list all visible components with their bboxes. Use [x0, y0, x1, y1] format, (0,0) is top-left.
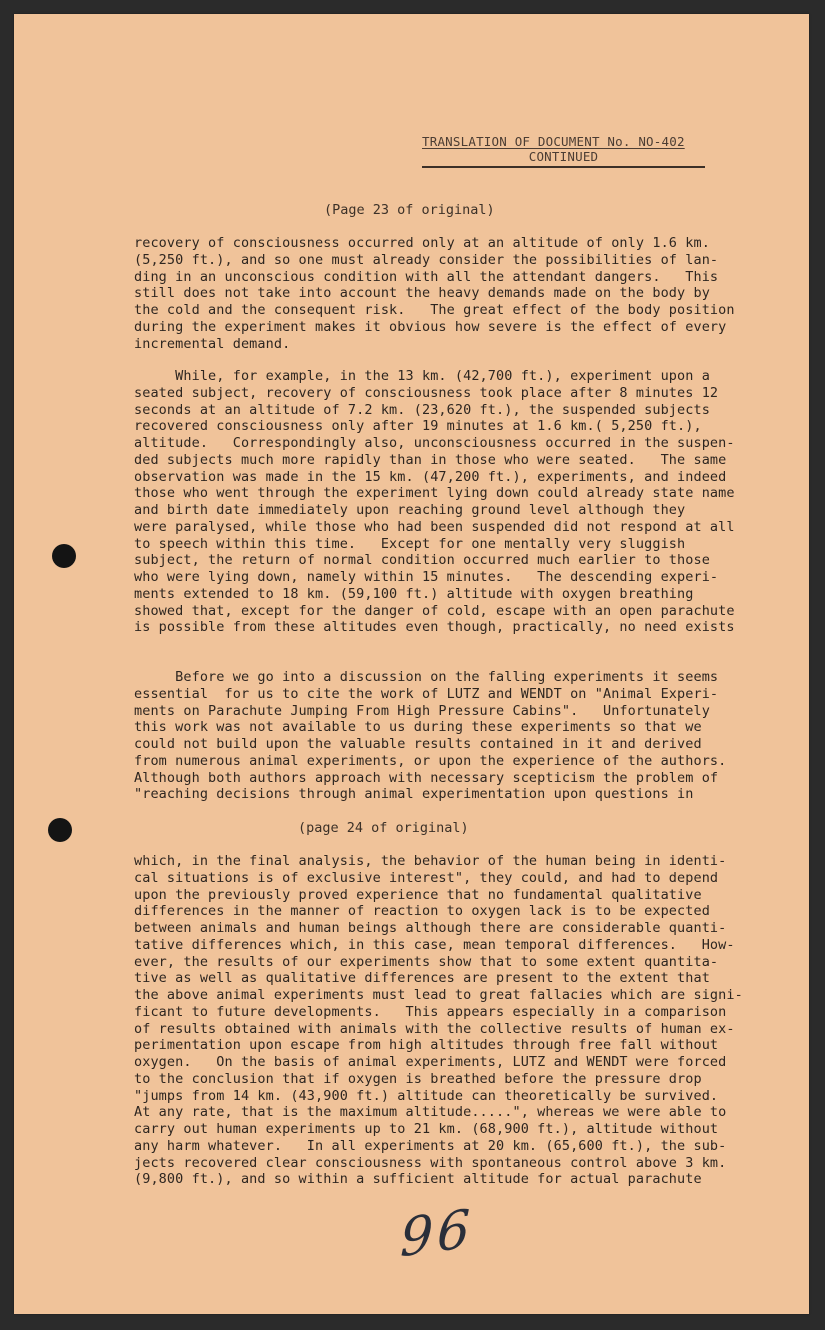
text-line: recovery of consciousness occurred only at an altitude of only 1.6 km. [134, 235, 710, 251]
punch-hole [48, 818, 72, 842]
text-line: incremental demand. [134, 335, 291, 352]
text-line: carry out human experiments up to 21 km. (68,900 ft.), altitude without [134, 1121, 719, 1137]
text-line: were paralysed, while those who had been suspended did not respond at all [134, 518, 735, 535]
punch-hole [52, 544, 76, 568]
text-line: perimentation upon escape from high altitudes through free fall without [134, 1037, 719, 1054]
handwritten-page-number: 96 [399, 1198, 475, 1270]
text-line: ever, the results of our experiments show that to some extent quantita- [134, 953, 719, 970]
text-line: ded subjects much more rapidly than in those who were seated. The same [134, 451, 727, 468]
text-line: seated subject, recovery of consciousness took place after 8 minutes 12 [134, 384, 719, 401]
text-line: Although both authors approach with necessary scepticism the problem of [134, 769, 719, 786]
paragraph-1 [134, 235, 735, 352]
text-line: this work was not available to us during these experiments so that we [134, 719, 702, 736]
text-line: any harm whatever. In all experiments at 20 km. (65,600 ft.), the sub- [134, 1137, 727, 1154]
page-reference-1: (Page 23 of original) [324, 202, 495, 218]
text-line: during the experiment makes it obvious how severe is the effect of every [134, 318, 727, 335]
text-line: ments extended to 18 km. (59,100 ft.) altitude with oxygen breathing [134, 585, 694, 602]
header-title: TRANSLATION OF DOCUMENT No. NO-402 [422, 134, 685, 149]
header-rule [422, 166, 705, 168]
text-line: (5,250 ft.), and so one must already consider the possibilities of lan- [134, 251, 719, 268]
page-reference-2: (page 24 of original) [298, 820, 469, 836]
text-line: subject, the return of normal condition occurred much earlier to those [134, 552, 710, 569]
text-line: While, for example, in the 13 km. (42,700 ft.), experiment upon a [134, 368, 710, 384]
text-line: to the conclusion that if oxygen is breathed before the pressure drop [134, 1070, 702, 1087]
text-line: of results obtained with animals with the collective results of human ex- [134, 1020, 735, 1037]
text-line: essential for us to cite the work of LUTZ and WENDT on "Animal Experi- [134, 685, 719, 702]
text-line: Before we go into a discussion on the falling experiments it seems [134, 669, 719, 685]
text-line: seconds at an altitude of 7.2 km. (23,620 ft.), the suspended subjects [134, 401, 710, 418]
paragraph-4 [134, 853, 743, 1188]
text-line: to speech within this time. Except for one mentally very sluggish [134, 535, 686, 552]
text-line: is possible from these altitudes even though, practically, no need exists [134, 619, 735, 636]
text-line: recovered consciousness only after 19 minutes at 1.6 km.( 5,250 ft.), [134, 418, 702, 435]
text-line: who were lying down, namely within 15 minutes. The descending experi- [134, 569, 719, 585]
text-line: (9,800 ft.), and so within a sufficient altitude for actual parachute [134, 1171, 702, 1188]
text-line: At any rate, that is the maximum altitude.....", whereas we were able to [134, 1104, 727, 1121]
text-line: upon the previously proved experience that no fundamental qualitative [134, 886, 702, 903]
text-line: "jumps from 14 km. (43,900 ft.) altitude can theoretically be survived. [134, 1087, 719, 1104]
text-line: "reaching decisions through animal experimentation upon questions in [134, 786, 694, 803]
text-line: ments on Parachute Jumping From High Pressure Cabins". Unfortunately [134, 702, 710, 719]
text-line: altitude. Correspondingly also, unconsciousness occurred in the suspen- [134, 435, 735, 451]
paragraph-2 [134, 368, 735, 636]
text-line: tive as well as qualitative differences are present to the extent that [134, 970, 710, 987]
text-line: observation was made in the 15 km. (47,200 ft.), experiments, and indeed [134, 468, 727, 485]
text-line: showed that, except for the danger of cold, escape with an open parachute [134, 602, 735, 619]
text-line: which, in the final analysis, the behavior of the human being in identi- [134, 853, 727, 869]
text-line: ficant to future developments. This appears especially in a comparison [134, 1003, 727, 1020]
text-line: the cold and the consequent risk. The great effect of the body position [134, 302, 735, 318]
document-page [14, 14, 809, 1314]
paragraph-3 [134, 669, 727, 803]
text-line: still does not take into account the heavy demands made on the body by [134, 285, 710, 302]
text-line: cal situations is of exclusive interest", they could, and had to depend [134, 869, 719, 886]
document-header [422, 134, 705, 168]
text-line: and birth date immediately upon reaching ground level although they [134, 502, 686, 518]
header-continued: CONTINUED [528, 149, 599, 164]
text-line: those who went through the experiment lying down could already state name [134, 485, 735, 502]
text-line: the above animal experiments must lead to great fallacies which are signi- [134, 987, 743, 1003]
text-line: tative differences which, in this case, mean temporal differences. How- [134, 936, 735, 953]
text-line: between animals and human beings although there are considerable quanti- [134, 920, 727, 936]
text-line: jects recovered clear consciousness with spontaneous control above 3 km. [134, 1154, 727, 1171]
text-line: ding in an unconscious condition with all the attendant dangers. This [134, 268, 719, 285]
text-line: oxygen. On the basis of animal experiments, LUTZ and WENDT were forced [134, 1054, 727, 1070]
text-line: differences in the manner of reaction to oxygen lack is to be expected [134, 903, 710, 920]
text-line: from numerous animal experiments, or upon the experience of the authors. [134, 752, 727, 769]
text-line: could not build upon the valuable results contained in it and derived [134, 736, 702, 752]
